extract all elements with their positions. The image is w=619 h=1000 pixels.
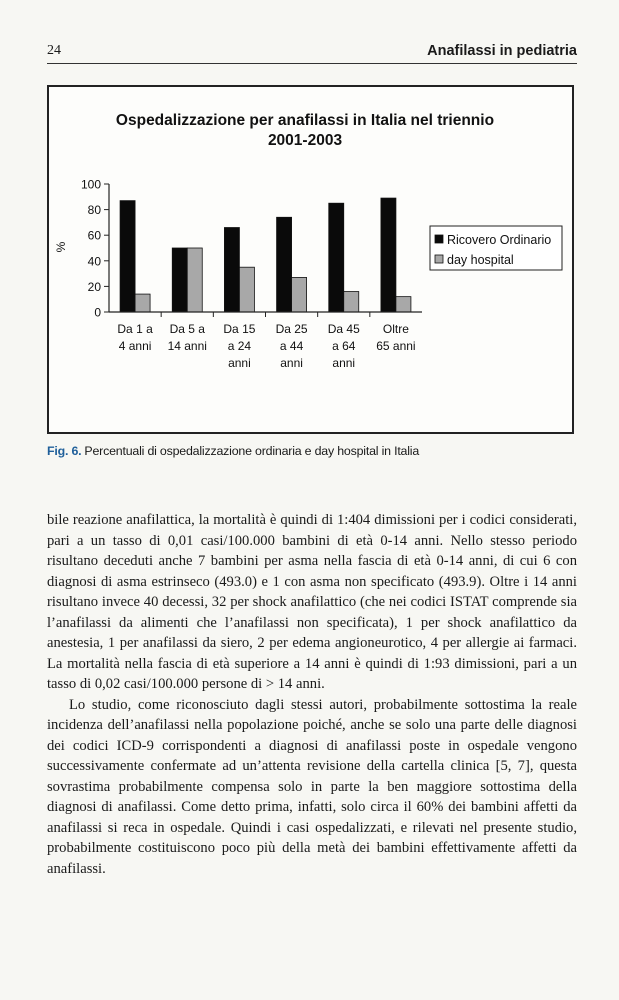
y-tick-label: 60 <box>87 228 101 243</box>
x-tick-label: Da 5 a <box>169 322 205 336</box>
x-axis <box>109 312 422 370</box>
bar-day-hospital <box>292 277 307 312</box>
bar-day-hospital <box>396 297 411 312</box>
figure-caption <box>47 444 577 458</box>
bar-chart <box>49 87 576 436</box>
x-tick-label: 4 anni <box>118 339 152 353</box>
bar-ricovero-ordinario <box>381 198 396 312</box>
x-tick-label: anni <box>332 356 356 370</box>
y-tick-label: 100 <box>80 177 101 192</box>
figure-chart <box>47 85 574 434</box>
x-tick-label: Da 1 a <box>117 322 153 336</box>
bar-day-hospital <box>344 292 359 312</box>
bar-day-hospital <box>239 267 254 312</box>
figure-label: Fig. 6. <box>47 444 82 458</box>
bar-ricovero-ordinario <box>120 201 135 312</box>
page-header <box>47 43 577 64</box>
x-tick-label: a 64 <box>332 339 356 353</box>
chart-title-line-1: Ospedalizzazione per anafilassi in Italia nel triennio <box>115 112 495 129</box>
bar-ricovero-ordinario <box>329 203 344 312</box>
x-tick-label: a 44 <box>279 339 304 353</box>
x-tick-label: anni <box>228 356 251 370</box>
x-tick-label: a 24 <box>227 339 252 353</box>
chart-legend <box>430 226 562 270</box>
bar-day-hospital <box>135 294 150 312</box>
figure-caption-text: Percentuali di ospedalizzazione ordinaria e day hospital in Italia <box>84 444 420 458</box>
x-tick-label: Da 15 <box>223 322 256 336</box>
x-tick-label: 14 anni <box>167 339 207 353</box>
page-number: 24 <box>47 43 61 58</box>
legend-label: Ricovero Ordinario <box>447 233 552 247</box>
running-title: Anafilassi in pediatria <box>427 43 577 59</box>
y-tick-label: 0 <box>94 305 101 320</box>
legend-swatch <box>435 235 443 243</box>
y-tick-label: 20 <box>87 279 101 294</box>
x-tick-label: Da 25 <box>275 322 308 336</box>
bar-day-hospital <box>187 248 202 312</box>
bar-ricovero-ordinario <box>277 217 292 312</box>
x-tick-label: anni <box>280 356 303 370</box>
legend-swatch <box>435 255 443 263</box>
paragraph: bile reazione anafilattica, la mortalità è quindi di 1:404 dimissioni per i codici considerati, pari a un tasso di 0,01 casi/100.000 bambini di età 0-14 anni. Nello stesso periodo risultano deceduti anche 7 bambini per asma nella fascia di età 0-14 anni, di cui 6 con diagnosi di asma estrinseco (493.0) e 1 con asma non specificato (493.9). Oltre i 14 anni risultano invece 40 decessi, 32 per shock anafilattico (che nei codici ISTAT comprende sia l’anafilassi da alimenti che l’anafilassi non specificata), 1 per shock anafilattico da anestesia, 1 per anafilassi da siero, 2 per edema angioneurotico, 4 per allergie ai farmaci. La mortalità nella fascia di età superiore a 14 anni è quindi di 1:93 dimissioni, pari a un tasso di 0,02 casi/100.000 persone di > 14 anni. <box>47 512 577 692</box>
x-tick-label: 65 anni <box>376 339 416 353</box>
body-text <box>47 510 577 879</box>
chart-title-line-2: 2001-2003 <box>267 132 343 149</box>
y-tick-label: 80 <box>87 203 101 218</box>
bar-ricovero-ordinario <box>172 248 187 312</box>
bar-ricovero-ordinario <box>224 228 239 312</box>
y-axis-label: % <box>54 241 68 253</box>
y-axis <box>81 178 109 320</box>
y-tick-label: 40 <box>87 254 101 269</box>
x-tick-label: Oltre <box>382 322 409 336</box>
paragraph: Lo studio, come riconosciuto dagli stessi autori, probabilmente sottostima la reale incidenza dell’anafilassi nella popolazione poiché, anche se solo una parte delle diagnosi dei codici ICD-9 corrispondenti a diagnosi di anafilassi poste in ospedale vengono successivamente confermate ad un’attenta revisione della cartella clinica [5, 7], questa sovrastima probabilmente compensa solo in parte la ben maggiore sottostima della diagnosi di anafilassi. Come detto prima, infatti, solo circa il 60% dei bambini affetti da anafilassi si reca in ospedale. Quindi i casi ospedalizzati, e rilevati nel presente studio, probabilmente costituiscono poco più della metà dei bambini effettivamente affetti da anafilassi. <box>47 696 577 877</box>
bars-group <box>120 198 411 312</box>
legend-label: day hospital <box>447 253 514 267</box>
x-tick-label: Da 45 <box>327 322 360 336</box>
